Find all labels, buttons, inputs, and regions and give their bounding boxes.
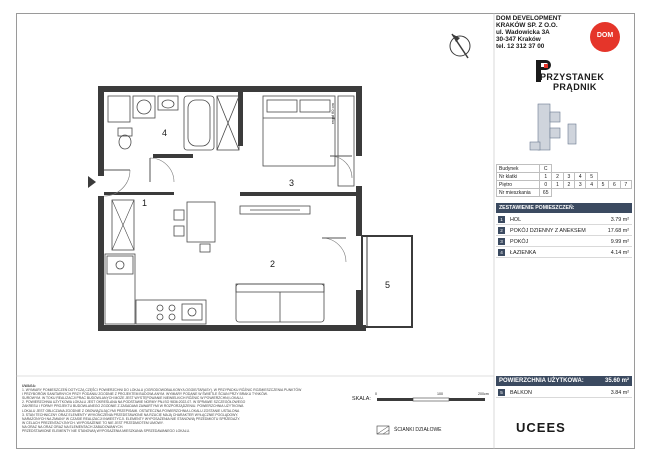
wardrobe-label: regał 60 cm xyxy=(330,103,335,124)
building-table-cell: 5 xyxy=(586,173,597,181)
project-name-line1: PRZYSTANEK xyxy=(540,72,605,82)
room-area: 3.84 m² xyxy=(610,390,629,396)
building-table-cell: 3 xyxy=(575,181,586,189)
building-table-cell: 4 xyxy=(575,173,586,181)
dining-table xyxy=(187,202,215,242)
usable-area-bar xyxy=(496,376,632,386)
building-table-cell: 0 xyxy=(540,181,552,189)
building-table-cell: 7 xyxy=(620,181,631,189)
room-name: BALKON xyxy=(510,390,532,396)
wall-bottom xyxy=(98,325,366,331)
room-row xyxy=(496,237,632,247)
scale-label: SKALA: xyxy=(352,396,371,402)
wall-bath-bottom xyxy=(153,154,193,158)
building-table-cell: 3 xyxy=(563,173,574,181)
room-label-2: 2 xyxy=(270,259,276,269)
scale-tick-0: 0 xyxy=(375,392,377,396)
scale-tick-100: 100 xyxy=(437,392,443,396)
developer-street: ul. Wadowicka 3A xyxy=(496,29,550,36)
building-table-cell: 6 xyxy=(609,181,620,189)
developer-city: 30-347 Kraków xyxy=(496,36,541,43)
room-number: 1 xyxy=(498,216,505,223)
room-row xyxy=(496,248,632,258)
usable-area-label: POWIERZCHNIA UŻYTKOWA: xyxy=(499,378,584,384)
legal-line: PRZEDSTAWIONE ELEMENTY NIE STANOWIĄ WYPOSAŻENIA MIESZKANIA SPRZEDAWANEGO LOKALU. xyxy=(22,429,191,434)
legal-title: UWAGA: xyxy=(22,384,37,388)
building-table-cell: 2 xyxy=(552,173,563,181)
building-table-cell: 1 xyxy=(540,173,552,181)
building-table-cell: 4 xyxy=(586,181,597,189)
building-table-label: Piętro xyxy=(497,181,540,189)
building-table-label: Budynek xyxy=(497,165,540,173)
building-table-cell: 2 xyxy=(563,181,574,189)
kitchen-counter xyxy=(105,254,135,324)
legal-line: NA ORAZ NA ORAZ ORAZ NA ELEMENTACH ZABUDOWANYCH. xyxy=(22,424,124,429)
building-table-label: Nr mieszkania xyxy=(497,189,540,197)
scale-bar xyxy=(377,398,485,401)
rooms-title: ZESTAWIENIE POMIESZCZEŃ: xyxy=(496,203,632,213)
developer-name: DOM DEVELOPMENT xyxy=(496,15,562,22)
developer-phone: tel. 12 312 37 00 xyxy=(496,43,545,50)
building-table-cell: 5 xyxy=(597,181,608,189)
room-number: 3 xyxy=(498,238,505,245)
room-name: HOL xyxy=(510,217,522,223)
room-area: 9.99 m² xyxy=(610,239,629,245)
entrance-arrow-icon xyxy=(88,176,96,188)
dom-logo: DOM xyxy=(590,22,620,52)
ucees-logo: UCEES xyxy=(516,420,566,435)
wall-right-upper xyxy=(356,86,362,156)
project-name-line2: PRĄDNIK xyxy=(553,82,597,92)
wall-top xyxy=(98,86,362,92)
building-table xyxy=(496,164,632,197)
room-area: 3.79 m² xyxy=(610,217,629,223)
wall-bed-bottom xyxy=(240,192,358,196)
legal-line: ZAKRESU I FORMY PROJEKTU BUDOWLANEGO ZGODNIE Z ZASADAMI ZAWARTYMI W ROZPORZĄDZENIU. POWIERZCHNIA UŻYTKOWA xyxy=(22,404,244,409)
building-table-row xyxy=(497,165,632,173)
room-number: 2 xyxy=(498,227,505,234)
site-keyplan xyxy=(530,104,576,150)
legal-line: LOKALU JEST OBLICZANA ZGODNIE Z OBOWIĄZUJĄCYMI PRZEPISAMI. OSTATECZNA POWIERZCHNIA LOKALU ZOSTANIE USTALONA xyxy=(22,408,240,413)
room-name: ŁAZIENKA xyxy=(510,250,537,256)
legal-line: W CELACH PREZENTACYJNYCH. WYPOSAŻENIE TO NIE JEST PRZEDMIOTEM UMOWY. xyxy=(22,420,164,425)
legal-line: SUROWYM. W TOKU REALIZACJI PRAC BUDOWLANYCH MOŻE JEST WYSTĘPOWANIE NIEWIELKICH RÓŻNIC W POWIERZCHNI LOKALU. xyxy=(22,396,244,401)
room-label-5: 5 xyxy=(385,280,391,290)
legal-line: 2. POWIERZCHNIA UŻYTKOWA LOKALU JEST OKREŚLANA NA PODSTAWIE NORMY PN-ISO 9836:2022-07. W SPRAWIE SZCZEGÓŁOWEGO xyxy=(22,400,246,405)
building-table-row xyxy=(497,173,632,181)
room-name: POKÓJ DZIENNY Z ANEKSEM xyxy=(510,228,586,234)
bathtub xyxy=(184,96,214,150)
room-label-1: 1 xyxy=(142,198,148,208)
scale-tick-200: 200cm xyxy=(478,392,489,396)
bed xyxy=(263,96,335,166)
developer-company: KRAKÓW SP. Z O.O. xyxy=(496,22,558,29)
building-table-cell: 65 xyxy=(540,189,552,197)
building-table-cell: 1 xyxy=(552,181,563,189)
room-area: 17.68 m² xyxy=(607,228,629,234)
legal-line: 3. STAN TECHNICZNY ORAZ ELEMENTY WYKOŃCZENIA PRZEDSTAWIONE NA RZUCIE MAJĄ CHARAKTER WYŁĄCZNIE POGLĄDOWY. xyxy=(22,412,239,417)
compass-icon xyxy=(450,34,470,58)
building-table-label: Nr klatki xyxy=(497,173,540,181)
room-number: 4 xyxy=(498,249,505,256)
legal-line: I PRZYBORÓW SANITARNYCH PRZY PODANIU ZGODNIE Z PROJEKTEM BUDOWLANYM. WYMIARY PODANE W ŚWIETLE ŚCIAN PRZY BRAKU TYNKÓW. xyxy=(22,392,268,397)
wall-left-lower xyxy=(98,196,104,331)
room-name: POKÓJ xyxy=(510,239,529,245)
wall-hall-bottom xyxy=(104,192,174,195)
building-table-cell: C xyxy=(540,165,552,173)
partition-legend-label: ŚCIANKI DZIAŁOWE xyxy=(394,427,442,433)
legal-line: 1. WYMIARY POMIESZCZEŃ DOTYCZĄ CZĘŚCI POWIERZCHNI DO LOKALU (OGRODOWOBALKONY/LOGGIE/TARASY). W PRZYPADKU RÓŻNIC ROZMIESZCZENIA PUNKTÓW xyxy=(22,388,302,393)
room-row xyxy=(496,226,632,236)
washing-machine xyxy=(133,96,155,118)
legal-line: NARAŻONYCH NA ZMIANY W CZASIE REALIZACJI INWESTYCJI. ELEMENTY WYPOSAŻENIA NIE STANOWIĄ PRZEDMIOTU SPRZEDAŻY. xyxy=(22,416,241,421)
room-label-4: 4 xyxy=(162,128,168,138)
room-number: 5 xyxy=(498,389,505,396)
building-table-row xyxy=(497,189,632,197)
room-area: 4.14 m² xyxy=(610,250,629,256)
room-row xyxy=(496,388,632,398)
wall-left-upper xyxy=(98,86,104,176)
legal-notes xyxy=(22,384,362,433)
usable-area-value: 35.60 m² xyxy=(604,378,629,384)
room-label-3: 3 xyxy=(289,178,295,188)
room-row xyxy=(496,215,632,225)
building-table-row xyxy=(497,181,632,189)
